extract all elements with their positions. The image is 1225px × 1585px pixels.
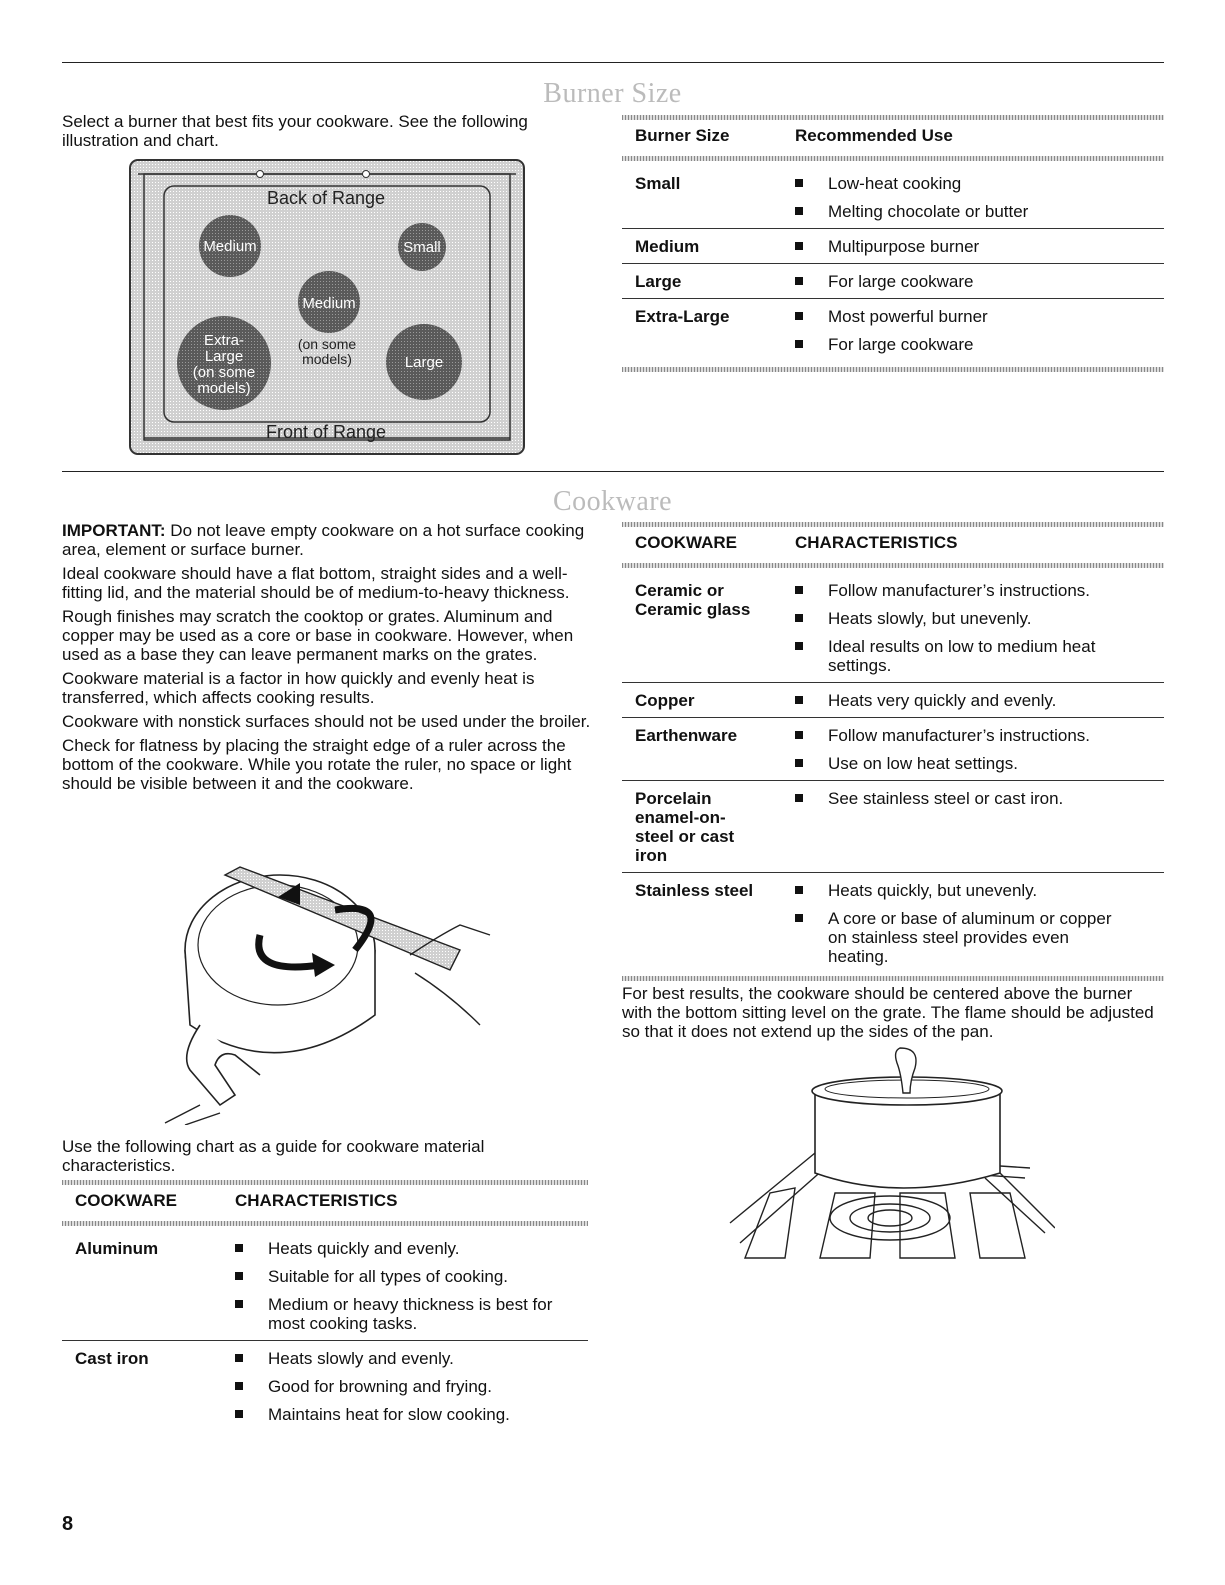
table-header [62, 1185, 588, 1221]
burner-size-table [622, 115, 1164, 372]
row-item: Melting chocolate or butter [795, 202, 1028, 221]
table-row [622, 781, 1164, 873]
row-item: Ideal results on low to medium heat settings. [795, 637, 1135, 675]
row-item: Use on low heat settings. [795, 754, 1135, 773]
row-name: Earthenware [635, 726, 738, 745]
row-item: Follow manufacturer’s instructions. [795, 581, 1135, 600]
col-cookware: COOKWARE [635, 533, 737, 552]
row-item: For large cookware [795, 272, 974, 291]
row-item: Good for browning and frying. [235, 1377, 565, 1396]
table-row [622, 229, 1164, 264]
table-row [622, 568, 1164, 683]
row-name: Ceramic or Ceramic glass [635, 581, 751, 619]
important-label: IMPORTANT: [62, 521, 166, 540]
page-number: 8 [62, 1513, 74, 1535]
table-hatch [622, 367, 1164, 372]
row-name: Medium [635, 237, 700, 256]
burner-small-label: Small [403, 239, 441, 256]
pot-on-grate-illustration [725, 1043, 1055, 1268]
burner-large-label: Large [404, 354, 444, 371]
row-item: A core or base of aluminum or copper on stainless steel provides even heating. [795, 909, 1115, 966]
row-item: Maintains heat for slow cooking. [235, 1405, 565, 1424]
important-text: Do not leave empty cookware on a hot surface cooking area, element or surface burner. [62, 521, 585, 559]
col-recommended-use: Recommended Use [795, 126, 953, 145]
paragraph: Cookware with nonstick surfaces should not be used under the broiler. [62, 712, 591, 731]
table-row [622, 161, 1164, 229]
burner-xl-label-line4: models) [197, 380, 251, 397]
table-row [62, 1341, 588, 1431]
table-row [622, 683, 1164, 718]
burner-xl-label-line2: Large [204, 348, 244, 365]
table-row [622, 873, 1164, 973]
row-name: Copper [635, 691, 695, 710]
table-hatch [622, 976, 1164, 981]
col-burner-size: Burner Size [635, 126, 730, 145]
col-characteristics: CHARACTERISTICS [235, 1191, 398, 1210]
burner-xl-label-line3: (on some [192, 364, 256, 381]
row-item: Medium or heavy thickness is best for most cooking tasks. [235, 1295, 565, 1333]
top-rule [62, 62, 1164, 63]
table-row [622, 264, 1164, 299]
mid-rule [62, 471, 1164, 472]
center-burner-note-line2: models) [302, 351, 352, 367]
cooktop-diagram [128, 158, 526, 456]
row-name: Extra-Large [635, 307, 730, 326]
row-name: Aluminum [75, 1239, 159, 1258]
burner-xl-label-line1: Extra- [203, 332, 245, 349]
table-header [622, 527, 1164, 563]
row-item: Heats slowly, but unevenly. [795, 609, 1135, 628]
row-item: Heats slowly and evenly. [235, 1349, 565, 1368]
paragraph: Check for flatness by placing the straight edge of a ruler across the bottom of the cookware. While you rotate the ruler, no space or light should be visible between it and the cookware. [62, 736, 572, 793]
row-name: Stainless steel [635, 881, 754, 900]
important-paragraph [62, 521, 592, 559]
cookware-text [62, 521, 592, 793]
paragraph: Rough finishes may scratch the cooktop or grates. Aluminum and copper may be used as a core or base in cookware. However, when used as a base they can leave permanent marks on the grates. [62, 607, 574, 664]
table-row [622, 718, 1164, 781]
row-item: Heats quickly and evenly. [235, 1239, 565, 1258]
front-of-range-label: Front of Range [265, 422, 387, 442]
burner-medium-back-label: Medium [203, 238, 257, 255]
row-item: Suitable for all types of cooking. [235, 1267, 565, 1286]
row-item: Multipurpose burner [795, 237, 979, 256]
cookware-table-left [62, 1180, 588, 1431]
centering-text: For best results, the cookware should be centered above the burner with the bottom sitting level on the grate. The flame should be adjusted so that it does not extend up the sides of the pan. [622, 984, 1154, 1041]
center-burner-note-line1: (on some [297, 336, 357, 352]
row-item: Low-heat cooking [795, 174, 1028, 193]
table-row [62, 1226, 588, 1341]
row-name: Cast iron [75, 1349, 149, 1368]
row-item: Heats quickly, but unevenly. [795, 881, 1115, 900]
paragraph: Ideal cookware should have a flat bottom, straight sides and a well-fitting lid, and the material should be of medium-to-heavy thickness. [62, 564, 570, 602]
row-item: Follow manufacturer’s instructions. [795, 726, 1135, 745]
pan-ruler-illustration [160, 855, 500, 1125]
row-item: For large cookware [795, 335, 988, 354]
cookware-table-right [622, 522, 1164, 981]
row-item: See stainless steel or cast iron. [795, 789, 1135, 808]
row-name: Large [635, 272, 682, 291]
table-header [622, 120, 1164, 156]
row-name: Porcelain enamel-on-steel or cast iron [635, 789, 735, 865]
burner-size-intro: Select a burner that best fits your cookware. See the following illustration and chart. [62, 112, 528, 150]
col-characteristics: CHARACTERISTICS [795, 533, 958, 552]
chart-guide-text: Use the following chart as a guide for cookware material characteristics. [62, 1137, 485, 1175]
back-of-range-label: Back of Range [266, 188, 386, 208]
row-name: Small [635, 174, 681, 193]
table-row [622, 299, 1164, 361]
col-cookware: COOKWARE [75, 1191, 177, 1210]
row-item: Most powerful burner [795, 307, 988, 326]
cookware-heading: Cookware [552, 486, 673, 517]
row-item: Heats very quickly and evenly. [795, 691, 1135, 710]
burner-medium-center-label: Medium [302, 295, 356, 312]
paragraph: Cookware material is a factor in how quickly and evenly heat is transferred, which affects cooking results. [62, 669, 535, 707]
burner-size-heading: Burner Size [543, 78, 682, 109]
